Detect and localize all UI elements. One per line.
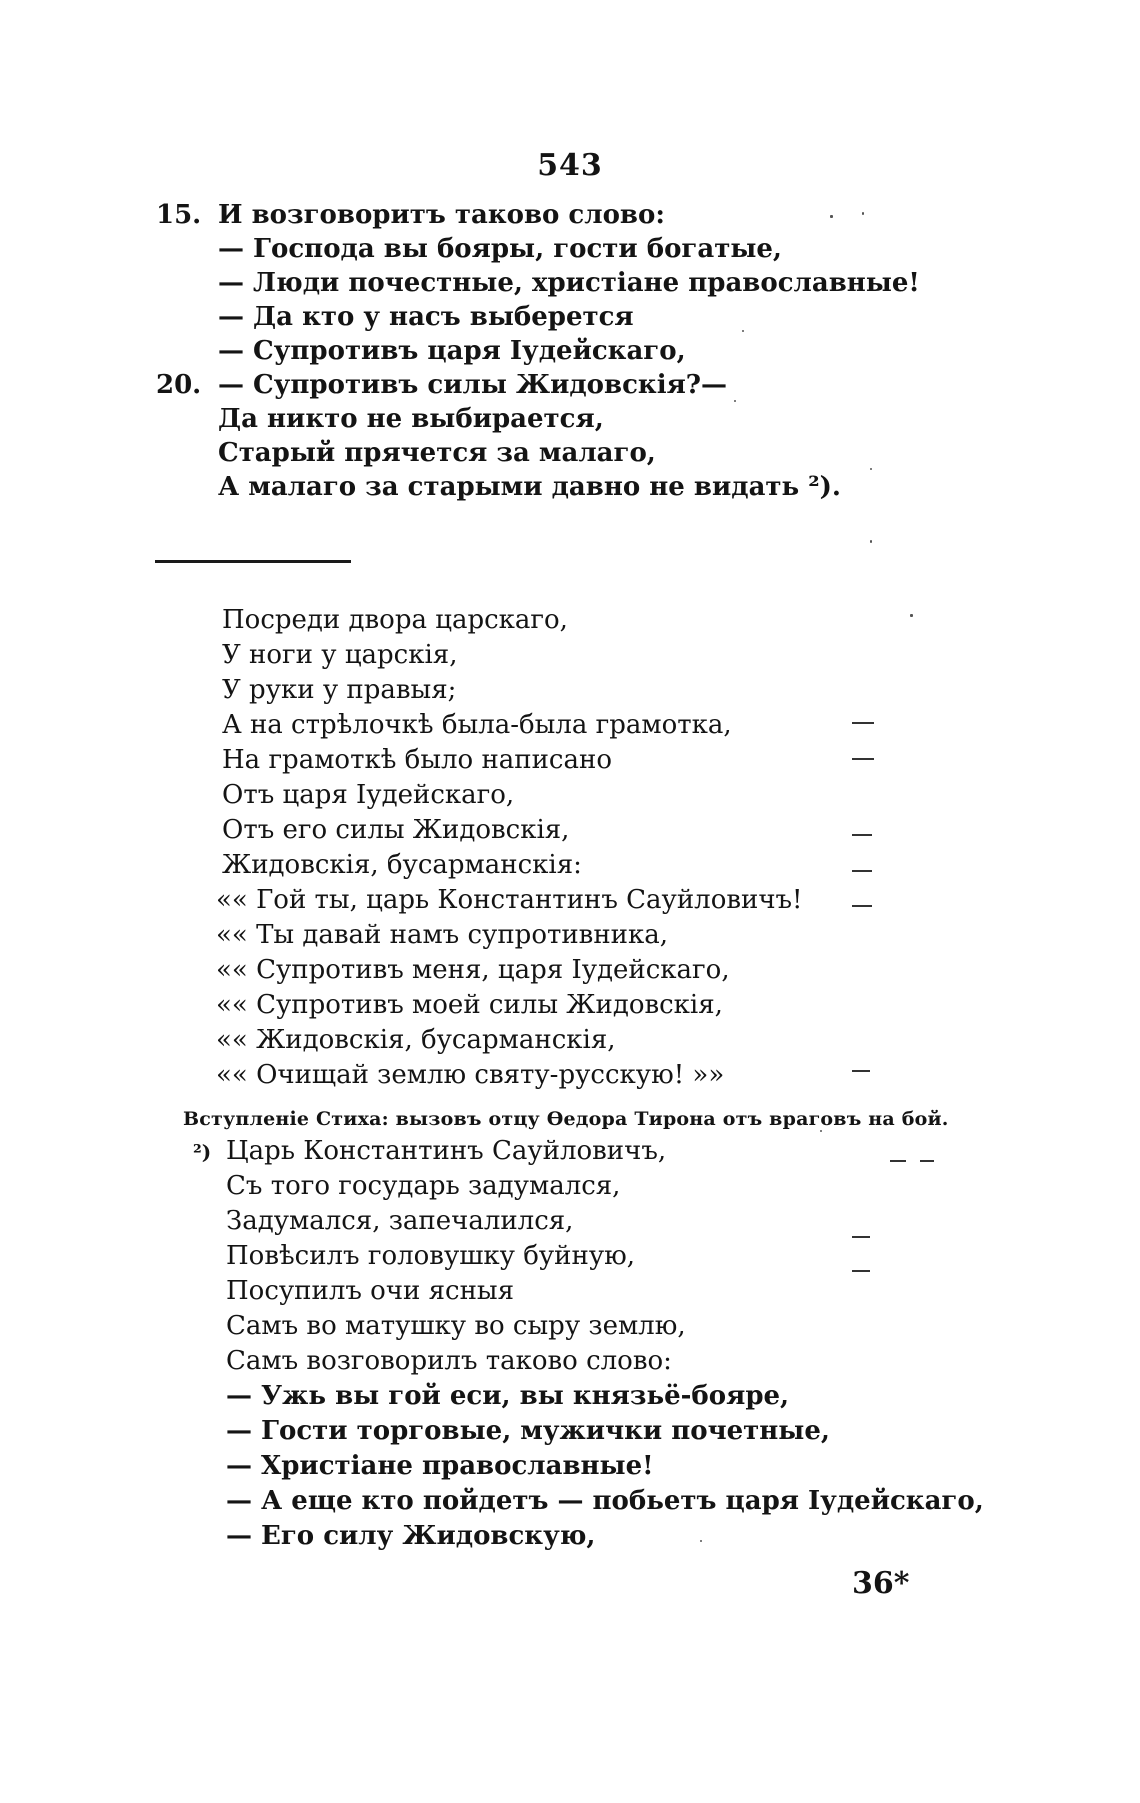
verse-line: «« Жидовскія, бусарманскія, (216, 1025, 616, 1055)
verse-line: Задумался, запечалился, (226, 1206, 574, 1236)
verse-line: 20. — Супротивъ силы Жидовскія?— (156, 370, 728, 400)
verse-line: У ноги у царскія, (222, 640, 458, 670)
verse-line: «« Гой ты, царь Константинъ Сауйловичъ! (216, 885, 803, 915)
footnote-marker: ²) (193, 1140, 212, 1164)
verse-line: 15. И возговоритъ таково слово: (156, 200, 665, 230)
verse-line: Отъ царя Іудейскаго, (222, 780, 515, 810)
verse-line: На грамоткѣ было написано (222, 745, 612, 775)
verse-line: Царь Константинъ Сауйловичъ, (226, 1136, 667, 1166)
verse-line: Отъ его силы Жидовскія, (222, 815, 570, 845)
verse-line: «« Супротивъ моей силы Жидовскія, (216, 990, 723, 1020)
verse-line: — Господа вы бояры, гости богатые, (218, 234, 782, 264)
verse-line: Да никто не выбирается, (218, 404, 604, 434)
verse-line: «« Ты давай намъ супротивника, (216, 920, 668, 950)
verse-line: — Его силу Жидовскую, (226, 1521, 596, 1551)
line-number: 15. (156, 200, 202, 230)
verse-line: — Ужь вы гой еси, вы князьё-бояре, (226, 1381, 790, 1411)
verse-line: У руки у правыя; (222, 675, 457, 705)
verse-line: Посупилъ очи ясныя (226, 1276, 514, 1306)
verse-line: — А еще кто пойдетъ — побьетъ царя Іудейскаго, (226, 1486, 984, 1516)
verse-line: «« Супротивъ меня, царя Іудейскаго, (216, 955, 730, 985)
verse-line: А на стрѣлочкѣ была-была грамотка, (222, 710, 732, 740)
page-number: 543 (537, 148, 603, 183)
verse-line: Съ того государь задумался, (226, 1171, 621, 1201)
verse-line: «« Очищай землю святу-русскую! »» (216, 1060, 725, 1090)
verse-line: — Христіане православные! (226, 1451, 654, 1481)
verse-line: Жидовскія, бусарманскія: (222, 850, 582, 880)
footnote-rule (155, 560, 351, 563)
verse-line: Самъ возговорилъ таково слово: (226, 1346, 672, 1376)
signature-mark: 36* (852, 1566, 910, 1601)
verse-line: А малаго за старыми давно не видать ²). (218, 472, 841, 502)
verse-line: Старый прячется за малаго, (218, 438, 656, 468)
verse-line: Самъ во матушку во сыру землю, (226, 1311, 686, 1341)
verse-line: Посреди двора царскаго, (222, 605, 568, 635)
footnote-heading: Вступленіе Стиха: вызовъ отцу Өедора Тирона отъ враговъ на бой. (183, 1108, 949, 1130)
verse-line: — Гости торговые, мужички почетные, (226, 1416, 830, 1446)
verse-line: — Да кто у насъ выберется (218, 302, 634, 332)
verse-line: — Супротивъ царя Іудейскаго, (218, 336, 686, 366)
line-number: 20. (156, 370, 202, 400)
verse-line: Повѣсилъ головушку буйную, (226, 1241, 636, 1271)
verse-line: — Люди почестные, христіане православные! (218, 268, 920, 298)
